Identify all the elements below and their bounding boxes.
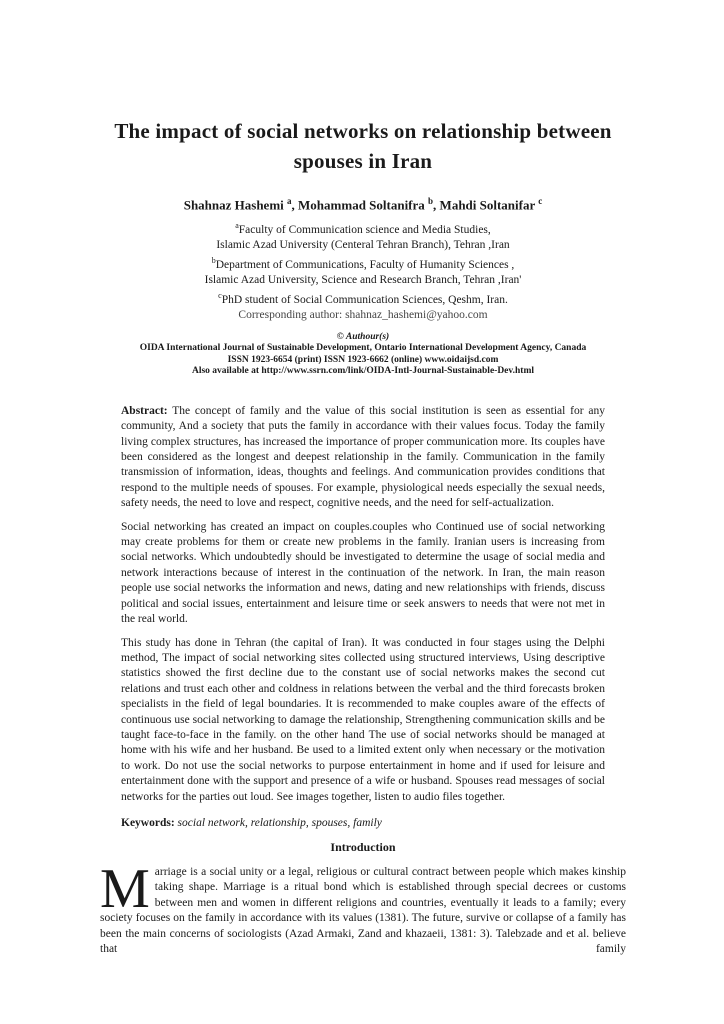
abstract-section bbox=[121, 404, 605, 805]
authors-line bbox=[100, 196, 626, 213]
keywords-text: social network, relationship, spouses, family bbox=[177, 816, 382, 829]
author-name: Shahnaz Hashemi bbox=[183, 197, 284, 213]
affiliation-superscript: c bbox=[218, 290, 222, 300]
intro-dropcap: M bbox=[100, 857, 150, 920]
affiliation-superscript: b bbox=[211, 256, 216, 266]
abstract-paragraph-1: Abstract: The concept of family and the value of this social institution is seen as essential for any community, And a society that puts the family in accordance with their values focus. Today the family living complex structures, has increased the importance of proper communication more. Its couples have been considered as the longest and deepest relationship in the family. Communication in the family transmission of information, ideas, thoughts and feelings. And communication provides conditions that respond to the multiple needs of spouses. For example, physiological needs especially the sexual needs, safety needs, the need to love and respect, cognitive needs, and the need for self-actualization. bbox=[121, 404, 605, 510]
paper-title-line1: The impact of social networks on relationship between bbox=[114, 119, 612, 143]
keywords-line bbox=[121, 817, 605, 829]
journal-line: OIDA International Journal of Sustainable Development, Ontario International Development Agency, Canada bbox=[139, 343, 587, 354]
author-superscript: b bbox=[428, 196, 434, 206]
abstract-paragraph-3: This study has done in Tehran (the capital of Iran). It was conducted in four stages using the Delphi method, The impact of social networking sites collected using structured interviews, Using descriptive statistics showed the first decline due to the constant use of social networks makes the second cut relations and trust each other and coldness in relations between the verbal and the third forecasts broken specialists in the field of legal boundaries. It is recommended to make couples aware of the effects of continuous use social networking to damage the relationship, Strengthening communication skills and be taught face-to-face in the family. on the other hand The use of social networks should be managed at home with his wife and her husband. Be used to a limited extent only when necessary or the motivation to work. Do not use the social networks to purpose entertainment in home and if used for leisure and entertainment done with the support and presence of a wife or husband. Spouses read messages of social networks for the parties out loud. See images together, listen to audio files together. bbox=[121, 636, 605, 803]
abstract-label: Abstract: bbox=[121, 404, 168, 417]
author-name: , Mohammad Soltanifra bbox=[291, 197, 425, 213]
introduction-heading: Introduction bbox=[330, 839, 396, 854]
author-name: , Mahdi Soltanifar bbox=[433, 197, 536, 213]
affiliations-block bbox=[100, 218, 626, 322]
corresponding-author-line: Corresponding author: shahnaz_hashemi@yahoo.com bbox=[238, 308, 488, 321]
abstract-paragraph-2: Social networking has created an impact on couples.couples who Continued use of social networking may create problems for them or create new problems in the family. Iranian users is increasing from social networks. Which undoubtedly should be investigated to determine the usage of social media and network interactions because of interest in the continuation of the network. In Iran, the main reason people use social networks the information and news, dating and new relationships with friends, discuss political and social issues, entertainment and leisure time or seek answers to needs that were not met in the real world. bbox=[121, 520, 605, 626]
availability-line: Also available at http://www.ssrn.com/link/OIDA-Intl-Journal-Sustainable-Dev.html bbox=[191, 366, 535, 377]
affiliation-line: $^b$Department of Communications, Faculty of Humanity Sciences , bbox=[211, 256, 515, 271]
affiliation-line: Islamic Azad University (Centeral Tehran Branch), Tehran ,Iran bbox=[216, 239, 510, 252]
copyright-line: © Authour(s) bbox=[336, 331, 390, 342]
affiliation-superscript: a bbox=[235, 221, 239, 231]
paper-title bbox=[100, 116, 626, 176]
introduction-paragraph bbox=[100, 857, 626, 957]
affiliation-line: $^c$PhD student of Social Communication Sciences, Qeshm, Iran. bbox=[218, 290, 508, 306]
keywords-label: Keywords: bbox=[121, 816, 175, 829]
issn-line: ISSN 1923-6654 (print) ISSN 1923-6662 (online) www.oidaijsd.com bbox=[227, 354, 499, 365]
affiliation-line: Islamic Azad University, Science and Research Branch, Tehran ,Iran' bbox=[204, 273, 522, 286]
author-superscript: a bbox=[287, 196, 292, 206]
affiliation-line: $^a$Faculty of Communication science and Media Studies, bbox=[235, 221, 491, 237]
paper-title-line2: spouses in Iran bbox=[293, 149, 433, 173]
intro-text: arriage is a social unity or a legal, religious or cultural contract between people which makes kinship taking shape. Marriage is a ritual bond which is established through special decrees or customs between men and women in different religions and countries, eventually it leads to a family; every society focuses on the family in accordance with its values (1381). The future, survive or collapse of a family has been the main concerns of sociologists (Azad Armaki, Zand and khazaeii, 1381: 3). Talebzade and et al. believe that family bbox=[100, 865, 626, 955]
author-superscript: c bbox=[538, 196, 543, 206]
publisher-block bbox=[100, 332, 626, 378]
